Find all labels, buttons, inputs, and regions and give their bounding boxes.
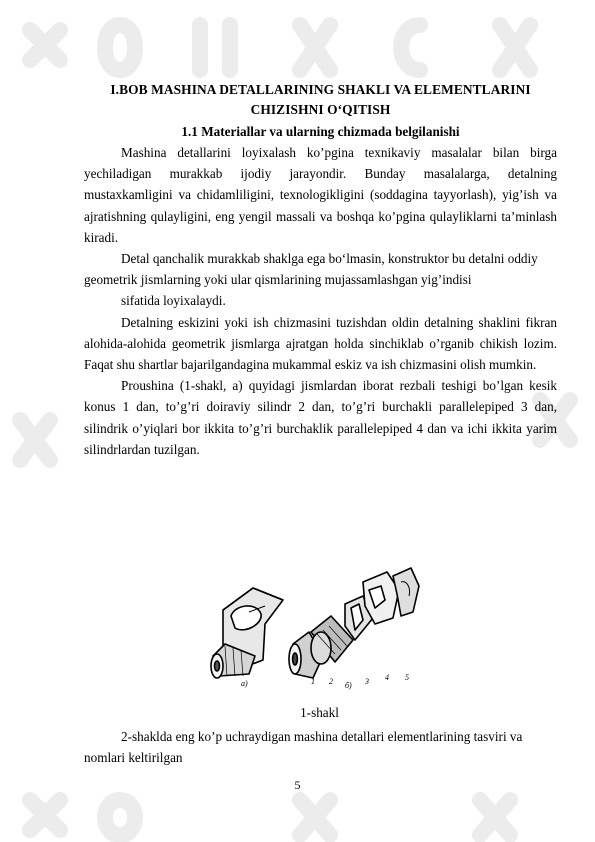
section-title: 1.1 Materiallar va ularning chizmada belgilanishi [181,124,460,139]
label-a: a) [241,679,248,688]
chapter-title: I.BOB MASHINA DETALLARINING SHAKLI VA ELEMENTLARINI CHIZISHNI O‘QITISH [110,82,531,117]
paragraph-3: Detalning eskizini yoki ish chizmasini tuzishdan oldin detalning shaklini fikran alohida-alohida geometrik jismlarga ajratgan holda sinchiklab o’rganib chikish lozim. Faqat shu shartlar bajarilgandagina mukammal eskiz va ish chizmasini olish mumkin. [84,314,557,373]
paragraph-5: 2-shaklda eng ko’p uchraydigan mashina detallari elementlarining tasviri va nomlari keltirilgan [84,729,523,766]
paragraph-2: Detal qanchalik murakkab shaklga ega bo‘lmasin, konstruktor bu detalni oddiy geometrik jismlarning yoki ular qismlarining mujassamlashgan yig’indisi [84,251,538,288]
page-content [84,80,557,460]
figure-1-drawing [205,560,421,692]
label-2: 2 [329,677,333,686]
paragraph-1: Mashina detallarini loyixalash ko’pgina texnikaviy masalalar bilan birga yechiladigan murakkab ijodiy jarayondir. Bunday masalalarga, detalning mustaxkamligini va chidamliligini, texnologikligini (soddagina tayyorlash), yig’ish va ajratishning qulayligini, eng yengil massali va boshqa ko’pgina qulayliklarni ta’minlash kiradi. [84,145,557,245]
after-figure-text [84,726,557,768]
figure-caption-text: 1-shakl [300,705,339,720]
page-number: 5 [294,778,301,792]
label-5: 5 [405,673,409,682]
figure-caption [0,705,595,721]
paragraph-4: Proushina (1-shakl, a) quyidagi jismlardan iborat rezbali teshigi bo’lgan kesik konus 1 dan, to’g’ri doiraviy silindr 2 dan, to’g’ri burchakli parallelepiped 3 dan, silindrik o’yiqlari bor ikkita to’g’ri burchaklik parallelepiped 4 dan va ichi ikkita yarim silindrlardan tuzilgan. [84,378,557,457]
part-box-5 [393,568,419,616]
label-b: б) [345,681,352,690]
label-1: 1 [311,677,315,686]
paragraph-2-continuation: sifatida loyixalaydi. [121,293,226,309]
label-4: 4 [385,673,389,682]
label-3: 3 [365,677,369,686]
